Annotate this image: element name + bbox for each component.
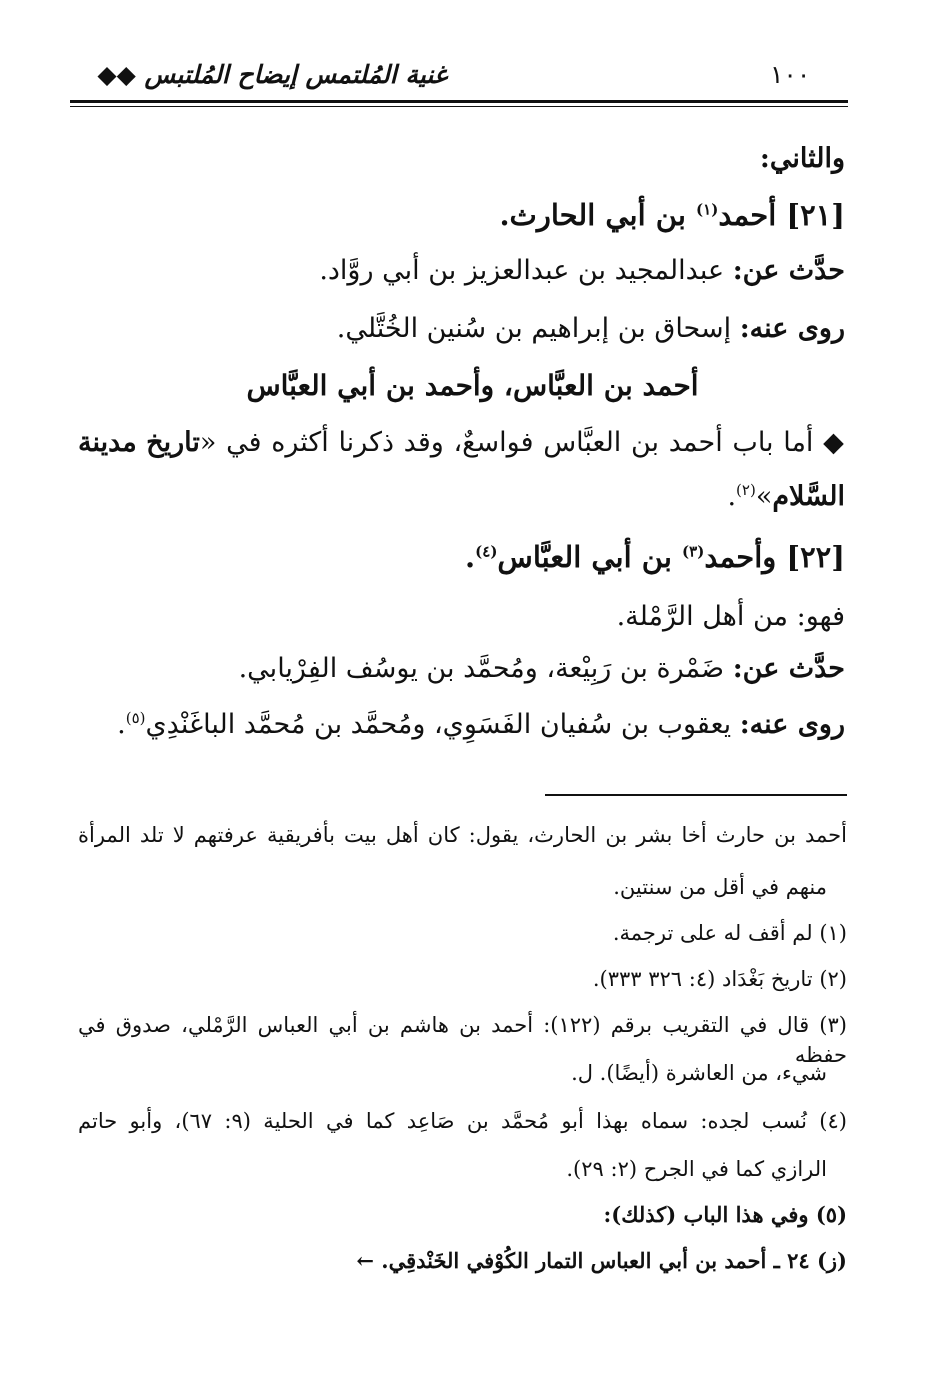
paragraph-line-2 (727, 478, 845, 516)
narrated-from-label: حدَّث عن: (732, 653, 845, 684)
quote-close: » (755, 481, 773, 512)
running-header-title: غنية المُلتمس إيضاح المُلتبس ◆◆ (97, 60, 447, 89)
footnote-separator (545, 794, 847, 796)
entry-22-name-rest: بن أبي العبَّاس (497, 540, 683, 574)
entry-22-narrated-by (117, 706, 845, 744)
entry-21-title (499, 196, 845, 234)
footnote-continued-line-1: أحمد بن حارث أخا بشر بن الحارث، يقول: كان أهل بيت بأفريقية عرفتهم لا تلد المرأة (78, 823, 847, 847)
sentence-end: . (117, 709, 126, 740)
narrated-from-text: ضَمْرة بن رَبِيْعة، ومُحمَّد بن يوسُف الفِرْيابي. (238, 653, 733, 684)
footnote-2: (٢) تاريخ بَغْدَاد (٤: ٣٢٦ ٣٣٣). (592, 967, 847, 991)
section-heading: أحمد بن العبَّاس، وأحمد بن أبي العبَّاس (246, 369, 699, 402)
entry-21-name: [٢١] أحمد (718, 198, 845, 232)
entry-22-name: [٢٢] وأحمد (704, 540, 845, 574)
entry-21-narrated-by (337, 310, 845, 348)
section-label: والثاني: (759, 143, 845, 174)
footnote-4-line-1: (٤) نُسب لجده: سماه بهذا أبو مُحمَّد بن صَاعِد كما في الحلية (٩: ٦٧)، وأبو حاتم (78, 1109, 847, 1133)
footnote-3-line-1: (٣) قال في التقريب برقم (١٢٢): أحمد بن هاشم بن أبي العباس الرَّمْلي، صدوق في حفظه (78, 1013, 847, 1067)
book-title-part-1: تاريخ مدينة (78, 427, 200, 458)
footnote-3-line-2: شيء، من العاشرة (أيضًا). ل. (571, 1061, 827, 1085)
narrated-from-text: عبدالمجيد بن عبدالعزيز بن أبي روَّاد. (319, 255, 733, 286)
narrated-by-text: إسحاق بن إبراهيم بن سُنين الخُتَّلي. (336, 313, 740, 344)
footnote-cross-reference: (ز) ٢٤ ـ أحمد بن أبي العباس التمار الكُوْفي الخَنْدقِي. ← (356, 1248, 847, 1273)
sentence-end: . (465, 540, 476, 574)
header-rule-thick (70, 100, 848, 103)
narrated-by-text: يعقوب بن سُفيان الفَسَوِي، ومُحمَّد بن مُحمَّد الباغَنْدِي (145, 709, 740, 740)
entry-22-narrated-from (239, 650, 845, 688)
entry-21-name-rest: بن أبي الحارث. (499, 198, 697, 232)
footnote-ref-3[interactable]: (٣) (682, 542, 705, 561)
footnote-1: (١) لم أقف له على ترجمة. (612, 921, 847, 945)
book-title-part-2: السَّلام (772, 481, 845, 512)
footnote-ref-4[interactable]: (٤) (475, 542, 498, 561)
header-rule-thin (70, 106, 848, 107)
narrated-by-label: روى عنه: (739, 313, 845, 344)
footnote-ref-5[interactable]: (٥) (125, 709, 146, 727)
sentence-end: . (727, 481, 737, 512)
narrated-from-label: حدَّث عن: (732, 255, 845, 286)
entry-22-title (465, 538, 845, 576)
paragraph-text: ◆ أما باب أحمد بن العبَّاس فواسعٌ، وقد ذكرنا أكثره في « (199, 427, 845, 458)
footnote-5: (٥) وفي هذا الباب (كذلك): (603, 1202, 847, 1227)
page-number: ١٠٠ (770, 60, 811, 89)
footnote-4-line-2: الرازي كما في الجرح (٢: ٢٩). (566, 1157, 827, 1181)
entry-21-narrated-from (319, 252, 845, 290)
footnote-ref-2[interactable]: (٢) (736, 481, 756, 499)
footnote-ref-1[interactable]: (١) (696, 200, 719, 219)
footnote-continued-line-2: منهم في أقل من سنتين. (613, 875, 827, 899)
paragraph-line-1 (78, 424, 845, 462)
narrated-by-label: روى عنه: (739, 709, 845, 740)
entry-22-origin: فهو: من أهل الرَّمْلة. (616, 601, 845, 632)
